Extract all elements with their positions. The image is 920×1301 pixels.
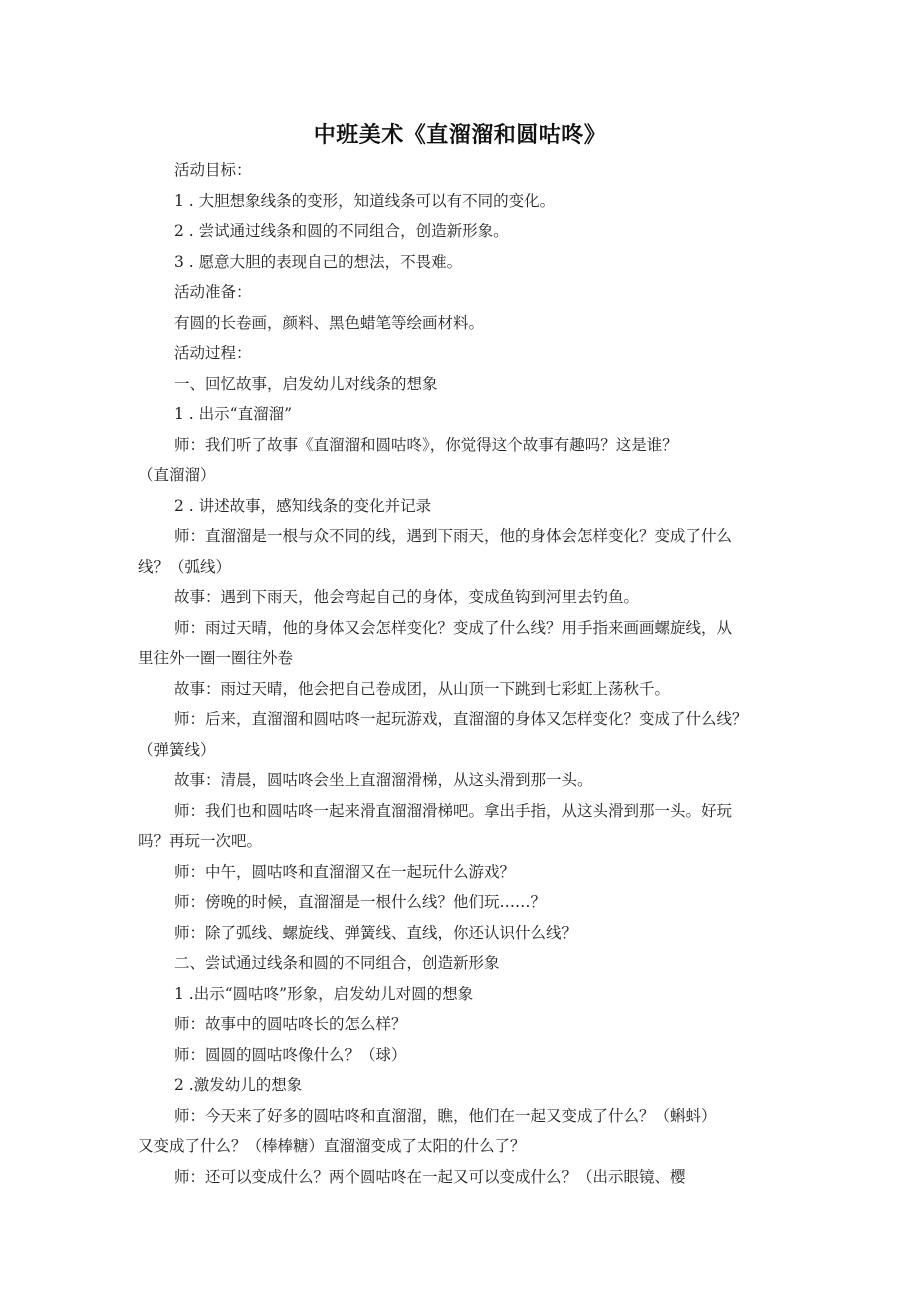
paragraph: 二、尝试通过线条和圆的不同组合，创造新形象 bbox=[174, 954, 500, 972]
paragraph: 有圆的长卷画，颜料、黑色蜡笔等绘画材料。 bbox=[174, 313, 485, 332]
paragraph: 师：我们听了故事《直溜溜和圆咕咚》，你觉得这个故事有趣吗？这是谁？ bbox=[174, 435, 678, 454]
paragraph: 师：今天来了好多的圆咕咚和直溜溜，瞧，他们在一起又变成了什么？（蝌蚪） bbox=[174, 1106, 717, 1125]
paragraph: 2 . 尝试通过线条和圆的不同组合，创造新形象。 bbox=[174, 222, 509, 240]
paragraph: 师：雨过天晴，他的身体又会怎样变化？变成了什么线？用手指来画画螺旋线，从 bbox=[174, 618, 733, 637]
paragraph: 师：傍晚的时候，直溜溜是一根什么线？他们玩……？ bbox=[174, 893, 547, 911]
page-title: 中班美术《直溜溜和圆咕咚》 bbox=[313, 123, 607, 148]
paragraph: 活动准备： bbox=[174, 283, 252, 301]
paragraph: 师：中午，圆咕咚和直溜溜又在一起玩什么游戏？ bbox=[174, 862, 516, 881]
paragraph: 师：除了弧线、螺旋线、弹簧线、直线，你还认识什么线？ bbox=[174, 923, 578, 942]
paragraph: 师：直溜溜是一根与众不同的线，遇到下雨天，他的身体会怎样变化？变成了什么 bbox=[174, 527, 733, 545]
paragraph: 又变成了什么？（棒棒糖）直溜溜变成了太阳的什么了？ bbox=[138, 1137, 526, 1155]
paragraph: 1 .出示“圆咕咚”形象，启发幼儿对圆的想象 bbox=[174, 984, 474, 1003]
paragraph: 师：我们也和圆咕咚一起来滑直溜溜滑梯吧。拿出手指，从这头滑到那一头。好玩 bbox=[174, 801, 733, 820]
paragraph: 故事：清晨，圆咕咚会坐上直溜溜滑梯，从这头滑到那一头。 bbox=[174, 771, 593, 789]
paragraph: 师：后来，直溜溜和圆咕咚一起玩游戏，直溜溜的身体又怎样变化？变成了什么线？ bbox=[174, 710, 748, 728]
document-body bbox=[138, 155, 788, 1192]
paragraph: 故事：遇到下雨天，他会弯起自己的身体，变成鱼钩到河里去钓鱼。 bbox=[174, 588, 640, 606]
paragraph: 师：圆圆的圆咕咚像什么？（球） bbox=[174, 1045, 407, 1064]
paragraph: （弹簧线） bbox=[138, 740, 216, 759]
paragraph: 2 .激发幼儿的想象 bbox=[174, 1076, 303, 1094]
paragraph: 吗？再玩一次吧。 bbox=[138, 832, 263, 850]
paragraph: 1 . 大胆想象线条的变形，知道线条可以有不同的变化。 bbox=[174, 191, 556, 210]
paragraph: 活动过程： bbox=[174, 344, 252, 362]
paragraph: 2 . 讲述故事，感知线条的变化并记录 bbox=[174, 496, 432, 515]
paragraph: 活动目标： bbox=[174, 161, 252, 179]
paragraph: 故事：雨过天晴，他会把自己卷成团，从山顶一下跳到七彩虹上荡秋千。 bbox=[174, 679, 671, 698]
paragraph: 线？（弧线） bbox=[138, 557, 232, 576]
paragraph: 3 . 愿意大胆的表现自己的想法，不畏难。 bbox=[174, 252, 463, 271]
paragraph: （直溜溜） bbox=[138, 466, 216, 484]
paragraph: 一、回忆故事，启发幼儿对线条的想象 bbox=[174, 374, 438, 393]
paragraph: 里往外一圈一圈往外卷 bbox=[138, 649, 294, 667]
paragraph: 师：故事中的圆咕咚长的怎么样？ bbox=[174, 1015, 407, 1033]
paragraph: 1 . 出示“直溜溜” bbox=[174, 405, 292, 423]
paragraph: 师：还可以变成什么？两个圆咕咚在一起又可以变成什么？（出示眼镜、樱 bbox=[174, 1167, 686, 1186]
